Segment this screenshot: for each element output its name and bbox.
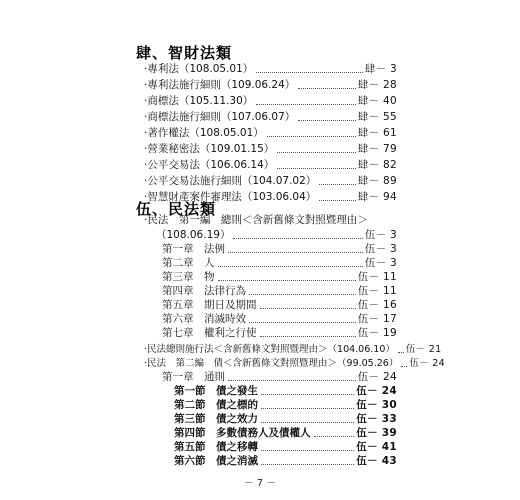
entry-title: ‧商標法施行細則（107.06.07） (144, 111, 296, 123)
entry-page: 肆－ 61 (357, 127, 397, 139)
leader-dots (261, 450, 354, 451)
leader-dots (298, 88, 356, 89)
leader-dots (228, 252, 363, 253)
leader-dots (261, 408, 354, 409)
toc-entry[interactable] (174, 454, 397, 468)
toc-entry[interactable] (144, 62, 397, 76)
entry-title: 第一節 債之發生 (174, 385, 258, 397)
leader-dots (218, 266, 363, 267)
entry-page: 肆－ 89 (357, 175, 397, 187)
leader-dots (261, 394, 354, 395)
entry-page: 肆－ 82 (357, 159, 397, 171)
toc-entry[interactable] (162, 284, 397, 298)
entry-title: ‧專利法（108.05.01） (144, 63, 254, 75)
toc-entry[interactable] (144, 356, 445, 370)
entry-title: 第二章 人 (162, 257, 215, 269)
entry-title: 第四節 多數債務人及債權人 (174, 427, 311, 439)
toc-entry[interactable] (156, 228, 397, 242)
entry-page: 伍－ 19 (357, 327, 397, 339)
entry-page: 伍－ 11 (357, 285, 397, 297)
entry-page: 肆－ 40 (357, 95, 397, 107)
leader-dots (260, 308, 356, 309)
toc-entry[interactable] (144, 110, 397, 124)
entry-title: 第六節 債之消滅 (174, 455, 258, 467)
entry-page: 伍－ 33 (356, 413, 397, 425)
toc-entry[interactable] (162, 256, 397, 270)
toc-entry[interactable] (174, 426, 397, 440)
entry-title: ‧著作權法（108.05.01） (144, 127, 264, 139)
entry-title: 第五章 期日及期間 (162, 299, 257, 311)
entry-page: 伍－ 30 (356, 399, 397, 411)
entry-page: 伍－ 24 (356, 385, 397, 397)
entry-page: 伍－ 24 (357, 371, 397, 383)
toc-entry[interactable] (162, 312, 397, 326)
toc-entry[interactable] (144, 158, 397, 172)
entry-title: 第一章 通則 (162, 371, 225, 383)
entry-title: 第五節 債之移轉 (174, 441, 258, 453)
toc-entry[interactable] (174, 398, 397, 412)
leader-dots (233, 238, 362, 239)
entry-title: （108.06.19） (156, 229, 231, 241)
entry-title: 第二節 債之標的 (174, 399, 258, 411)
entry-page: 伍－ 16 (357, 299, 397, 311)
entry-page: 肆－ 3 (364, 63, 397, 75)
page-number: － 7 － (243, 478, 277, 489)
entry-page: 伍－ 43 (356, 455, 397, 467)
entry-title: ‧民法 第二編 債＜含新舊條文對照暨理由＞（99.05.26） (144, 358, 399, 369)
entry-title: 第七章 權利之行使 (162, 327, 257, 339)
entry-page: 伍－ 24 (409, 358, 445, 369)
leader-dots (398, 352, 404, 353)
toc-entry[interactable] (174, 440, 397, 454)
leader-dots (256, 72, 363, 73)
entry-page: 伍－ 41 (356, 441, 397, 453)
entry-page: 伍－ 3 (364, 257, 397, 269)
leader-dots (249, 322, 356, 323)
toc-entry[interactable] (144, 126, 397, 140)
entry-title: ‧營業秘密法（109.01.15） (144, 143, 275, 155)
toc-entry[interactable] (162, 270, 397, 284)
toc-entry[interactable] (144, 174, 397, 188)
entry-title: 第一章 法例 (162, 243, 225, 255)
toc-entry[interactable] (144, 342, 442, 356)
leader-dots (401, 366, 407, 367)
entry-page: 伍－ 11 (357, 271, 397, 283)
toc-entry[interactable] (174, 384, 397, 398)
entry-page: 肆－ 94 (357, 191, 397, 203)
toc-entry[interactable] (162, 298, 397, 312)
entry-page: 肆－ 28 (357, 79, 397, 91)
toc-entry[interactable] (144, 142, 397, 156)
entry-title: ‧民法總則施行法＜含新舊條文對照暨理由＞（104.06.10） (144, 344, 395, 355)
toc-entry[interactable] (162, 326, 397, 340)
leader-dots (298, 120, 356, 121)
entry-title: ‧智慧財產案件審理法（103.06.04） (144, 191, 317, 203)
leader-dots (261, 422, 354, 423)
leader-dots (319, 184, 356, 185)
leader-dots (260, 336, 356, 337)
toc-entry[interactable] (174, 412, 397, 426)
leader-dots (218, 280, 356, 281)
toc-entry[interactable] (144, 78, 397, 92)
entry-page: 伍－ 3 (364, 229, 397, 241)
entry-page: 伍－ 17 (357, 313, 397, 325)
section-title-ip-law: 肆、智財法類 (136, 44, 233, 62)
leader-dots (314, 436, 355, 437)
entry-title: ‧公平交易法施行細則（104.07.02） (144, 175, 317, 187)
leader-dots (277, 152, 356, 153)
entry-title: ‧商標法（105.11.30） (144, 95, 254, 107)
entry-title: 第四章 法律行為 (162, 285, 246, 297)
entry-page: 肆－ 79 (357, 143, 397, 155)
entry-title: ‧專利法施行細則（109.06.24） (144, 79, 296, 91)
entry-page: 伍－ 21 (405, 344, 442, 355)
toc-entry[interactable] (144, 94, 397, 108)
entry-title: 第六章 消滅時效 (162, 313, 246, 325)
leader-dots (249, 294, 356, 295)
entry-page: 肆－ 55 (357, 111, 397, 123)
entry-page: 伍－ 3 (364, 243, 397, 255)
toc-entry[interactable] (162, 370, 397, 384)
entry-title: 第三節 債之效力 (174, 413, 258, 425)
leader-dots (228, 380, 356, 381)
toc-entry-heading[interactable]: ‧民法 第一編 總則＜含新舊條文對照暨理由＞ (144, 214, 368, 226)
leader-dots (256, 104, 356, 105)
toc-entry[interactable] (162, 242, 397, 256)
leader-dots (319, 200, 356, 201)
leader-dots (267, 136, 356, 137)
entry-title: 第三章 物 (162, 271, 215, 283)
entry-page: 伍－ 39 (356, 427, 397, 439)
leader-dots (261, 464, 354, 465)
leader-dots (277, 168, 356, 169)
section-title-civil-law: 伍、民法類 (136, 200, 217, 218)
entry-title: ‧公平交易法（106.06.14） (144, 159, 275, 171)
